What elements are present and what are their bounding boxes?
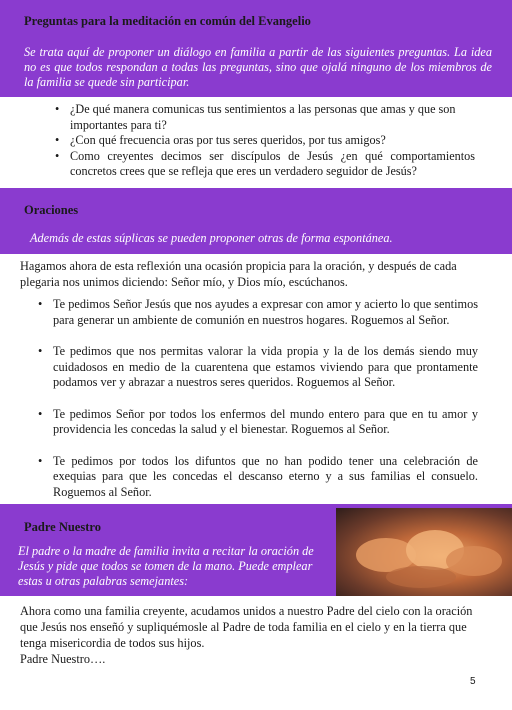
prayers-title: Oraciones [24, 203, 79, 217]
prayers-intro: Además de estas súplicas se pueden proponer otras de forma espontánea. [30, 231, 393, 245]
prayer-lead-paragraph: Hagamos ahora de esta reflexión una ocasión propicia para la oración, y después de cada plegaria nos unimos diciendo: Señor mío, y Dios mío, escúchanos. [20, 259, 457, 289]
our-father-body: Ahora como una familia creyente, acudamos unidos a nuestro Padre del cielo con la oración que Jesús nos enseñó y supliquémosle al Padre de toda familia en el cielo y en la tierra que tenga misericordia de todos sus hijos. [20, 604, 473, 650]
list-item: • Te pedimos Señor por todos los enfermos del mundo entero para que en tu amor y providencia les concedas la salud y el bienestar. Roguemos al Señor. [38, 407, 478, 438]
list-item: • ¿Con qué frecuencia oras por tus seres queridos, por tus amigos? [55, 133, 475, 149]
our-father-text [20, 603, 482, 667]
prayers-header-band [0, 188, 512, 254]
list-item: • Te pedimos Señor Jesús que nos ayudes a expresar con amor y acierto lo que sentimos para generar un ambiente de comunión en nuestros hogares. Roguemos al Señor. [38, 297, 478, 328]
list-item: • Te pedimos por todos los difuntos que no han podido tener una celebración de exequias para que les concedas el descanso eterno y a sus familias el consuelo. Roguemos al Señor. [38, 454, 478, 501]
question-list [55, 102, 475, 180]
prayer-list [38, 297, 478, 516]
meditation-intro: Se trata aquí de proponer un diálogo en familia a partir de las siguientes preguntas. La idea no es que todos respondan a todas las preguntas, sino que ojalá ninguno de los miembros de la familia se quede sin participar. [24, 45, 492, 89]
meditation-title: Preguntas para la meditación en común del Evangelio [24, 14, 311, 28]
our-father-intro: El padre o la madre de familia invita a recitar la oración de Jesús y pide que todos se tomen de la mano. Puede emplear estas u otras palabras semejantes: [18, 544, 314, 588]
list-item: • Te pedimos que nos permitas valorar la vida propia y la de los demás siendo muy cuidadosos en medio de la cuarentena que estamos viviendo para que prontamente podamos ver y abrazar a nuestros seres queridos. Roguemos al Señor. [38, 344, 478, 391]
meditation-header-band [0, 0, 512, 97]
our-father-header-band [0, 504, 512, 596]
list-item: • ¿De qué manera comunicas tus sentimientos a las personas que amas y que son importantes para ti? [55, 102, 475, 133]
our-father-closing: Padre Nuestro…. [20, 652, 106, 666]
list-item: • Como creyentes decimos ser discípulos de Jesús ¿en qué comportamientos concretos crees que se refleja que eres un verdadero seguidor de Jesús? [55, 149, 475, 180]
our-father-title: Padre Nuestro [24, 520, 101, 534]
holding-hands-photo [336, 508, 512, 596]
page-number: 5 [470, 676, 476, 687]
